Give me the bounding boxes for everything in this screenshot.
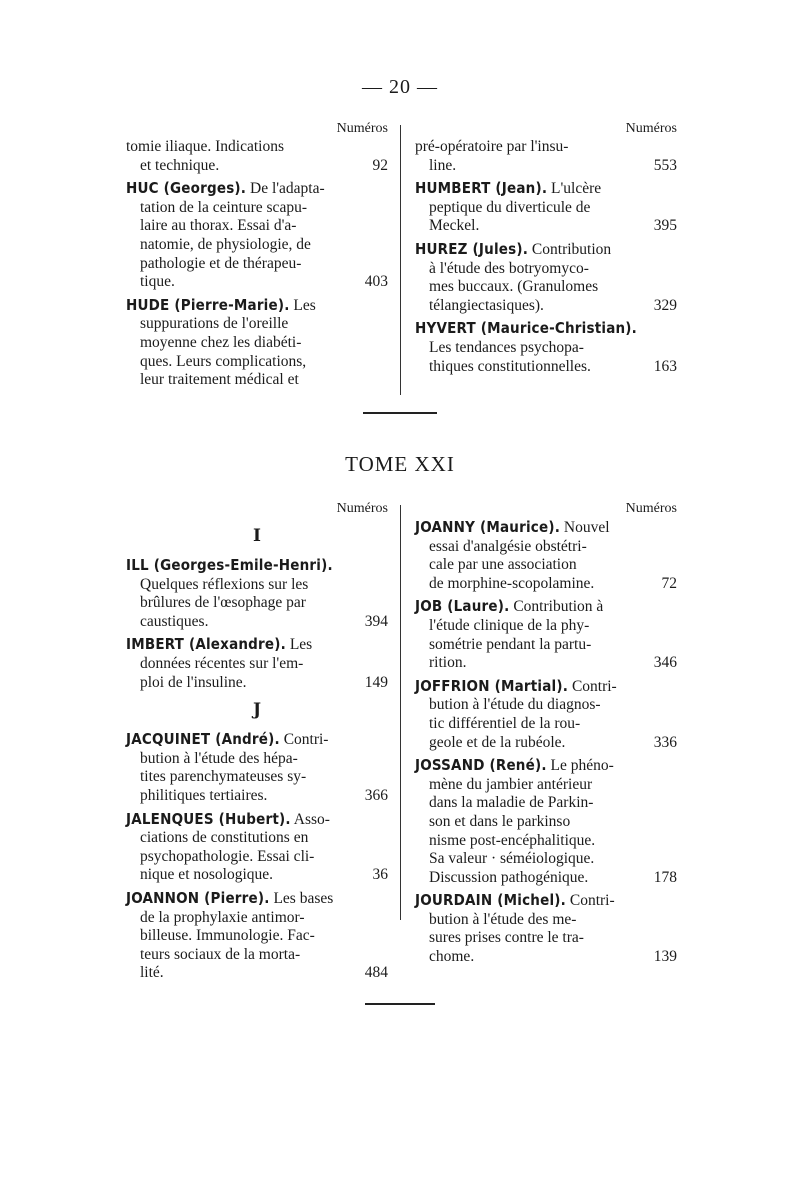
index-entry	[126, 556, 388, 631]
entry-text: Les tendances psychopa-	[429, 338, 584, 356]
entry-text: tomie iliaque. Indications	[126, 138, 284, 155]
author-name: HUREZ (Jules).	[415, 239, 529, 258]
author-name: HUC (Georges).	[126, 179, 247, 198]
entry-text: L'ulcère	[547, 180, 602, 198]
thesis-number: 36	[372, 866, 388, 884]
thesis-number: 366	[364, 786, 388, 804]
entry-text: télangiectasiques).	[429, 296, 544, 314]
author-name: JOB (Laure).	[415, 597, 510, 616]
entry-text: Nouvel	[560, 519, 610, 536]
entry-text: Contribution	[528, 240, 612, 258]
thesis-number: 395	[653, 217, 677, 235]
entry-text: Contribution à	[509, 598, 604, 616]
right-column-bottom	[415, 500, 677, 971]
author-name: HUMBERT (Jean).	[415, 179, 548, 198]
author-name: JOANNY (Maurice).	[415, 518, 561, 536]
index-entry	[415, 891, 677, 966]
entry-text: Le phéno-	[546, 757, 614, 775]
numeros-header: Numéros	[625, 501, 677, 516]
index-entry	[415, 319, 677, 376]
index-entry	[415, 240, 677, 315]
entry-text: nique et nosologique.	[140, 866, 274, 884]
entry-text: Sa valeur · séméiologique.	[429, 850, 595, 868]
thesis-number: 484	[364, 964, 388, 982]
section-letter: I	[253, 526, 261, 546]
thesis-number: 178	[653, 868, 677, 886]
entry-text: ques. Leurs complications,	[140, 352, 307, 370]
entry-text: Les	[285, 636, 313, 654]
entry-text: peptique du diverticule de	[429, 198, 591, 216]
thesis-number: 163	[653, 357, 677, 375]
author-name: ILL (Georges-Emile-Henri).	[126, 556, 333, 574]
index-entry	[126, 810, 388, 885]
entry-text: chome.	[429, 948, 475, 966]
author-name: JACQUINET (André).	[126, 730, 280, 749]
index-entry	[415, 756, 677, 887]
entry-text: leur traitement médical et	[140, 371, 299, 389]
thesis-number: 346	[653, 654, 677, 672]
numeros-header: Numéros	[336, 501, 388, 516]
entry-text: Les bases	[269, 889, 334, 907]
entry-text: Meckel.	[429, 217, 480, 235]
entry-text: laire au thorax. Essai d'a-	[140, 217, 297, 235]
thesis-number: 72	[661, 574, 677, 592]
entry-text: mes buccaux. (Granulomes	[429, 278, 599, 296]
entry-text: rition.	[429, 654, 467, 672]
entry-text: Contri-	[566, 892, 615, 910]
entry-text: dans la maladie de Parkin-	[429, 794, 594, 812]
entry-text: ciations de constitutions en	[140, 829, 309, 847]
author-name: JOFFRION (Martial).	[415, 676, 569, 695]
entry-text: suppurations de l'oreille	[140, 315, 289, 333]
entry-text: moyenne chez les diabéti-	[140, 333, 302, 351]
entry-text: tique.	[140, 273, 175, 291]
entry-text: bution à l'étude des hépa-	[140, 749, 298, 767]
entry-text: De l'adapta-	[246, 180, 325, 198]
entry-text: et technique.	[140, 156, 220, 174]
entry-text: nisme post-encéphalitique.	[429, 831, 596, 849]
entry-text: tic différentiel de la rou-	[429, 714, 581, 732]
author-name: JOANNON (Pierre).	[126, 888, 270, 907]
entry-text: l'étude clinique de la phy-	[429, 616, 590, 634]
thesis-number: 403	[364, 273, 388, 291]
author-name: HYVERT (Maurice-Christian).	[415, 319, 638, 338]
index-entry	[415, 179, 677, 236]
entry-text: cale par une association	[429, 556, 577, 574]
thesis-number: 92	[372, 156, 388, 174]
column-divider	[400, 505, 401, 920]
entry-text: line.	[429, 156, 457, 174]
entry-text: Asso-	[290, 810, 330, 828]
entry-text: geole et de la rubéole.	[429, 733, 566, 751]
column-divider	[400, 125, 401, 395]
numeros-header: Numéros	[625, 121, 677, 136]
entry-text: sométrie pendant la partu-	[429, 635, 592, 653]
entry-text: son et dans le parkinso	[429, 812, 571, 830]
entry-text: bution à l'étude du diagnos-	[429, 696, 601, 714]
author-name: JALENQUES (Hubert).	[126, 809, 291, 828]
entry-text: Contri-	[279, 731, 329, 749]
tome-heading: TOME XXI	[345, 452, 455, 476]
right-column-top	[415, 120, 677, 380]
numeros-header: Numéros	[336, 121, 388, 136]
thesis-number: 394	[364, 612, 388, 630]
author-name: IMBERT (Alexandre).	[126, 635, 286, 654]
entry-text: teurs sociaux de la morta-	[140, 945, 301, 963]
entry-text: brûlures de l'œsophage par	[140, 594, 306, 612]
index-entry	[415, 597, 677, 672]
thesis-number: 149	[364, 673, 388, 691]
entry-text: mène du jambier antérieur	[429, 775, 593, 793]
section-separator-rule	[363, 412, 437, 414]
entry-text: natomie, de physiologie, de	[140, 235, 311, 253]
bottom-rule	[365, 1003, 435, 1005]
entry-text: bution à l'étude des me-	[429, 910, 577, 928]
entry-text: Contri-	[568, 677, 617, 695]
left-column-top	[126, 120, 388, 394]
entry-text: ploi de l'insuline.	[140, 673, 247, 691]
entry-text: lité.	[140, 964, 164, 982]
thesis-number: 329	[653, 296, 677, 314]
left-column-bottom	[126, 500, 388, 987]
thesis-number: 553	[653, 156, 677, 174]
thesis-number: 336	[653, 733, 677, 751]
entry-text: Quelques réflexions sur les	[140, 575, 309, 593]
entry-text: pré-opératoire par l'insu-	[415, 138, 569, 155]
entry-text: sures prises contre le tra-	[429, 929, 584, 947]
entry-text: psychopathologie. Essai cli-	[140, 847, 315, 865]
index-entry	[126, 296, 388, 390]
author-name: JOSSAND (René).	[415, 756, 547, 775]
section-letter: J	[252, 700, 262, 721]
index-entry	[126, 179, 388, 292]
index-entry	[415, 677, 677, 752]
entry-text: données récentes sur l'em-	[140, 654, 304, 672]
author-name: HUDE (Pierre-Marie).	[126, 295, 290, 314]
entry-text: de morphine-scopolamine.	[429, 574, 595, 592]
entry-text: pathologie et de thérapeu-	[140, 254, 302, 272]
index-entry	[126, 730, 388, 805]
entry-text: philitiques tertiaires.	[140, 786, 268, 804]
entry-text: thiques constitutionnelles.	[429, 357, 591, 375]
entry-text: à l'étude des botryomyco-	[429, 259, 589, 277]
index-entry	[415, 138, 677, 175]
index-entry	[126, 889, 388, 983]
entry-text: caustiques.	[140, 612, 209, 630]
index-entry	[126, 635, 388, 692]
entry-text: Les	[289, 296, 316, 314]
author-name: JOURDAIN (Michel).	[415, 891, 566, 910]
thesis-number: 139	[653, 948, 677, 966]
entry-text: Discussion pathogénique.	[429, 868, 589, 886]
index-entry	[415, 518, 677, 593]
entry-text: tation de la ceinture scapu-	[140, 198, 307, 216]
entry-text: tites parenchymateuses sy-	[140, 768, 307, 786]
entry-text: billeuse. Immunologie. Fac-	[140, 927, 315, 945]
index-entry	[126, 138, 388, 175]
entry-text: essai d'analgésie obstétri-	[429, 537, 587, 555]
page-number: — 20 —	[362, 76, 438, 98]
entry-text: de la prophylaxie antimor-	[140, 908, 305, 926]
